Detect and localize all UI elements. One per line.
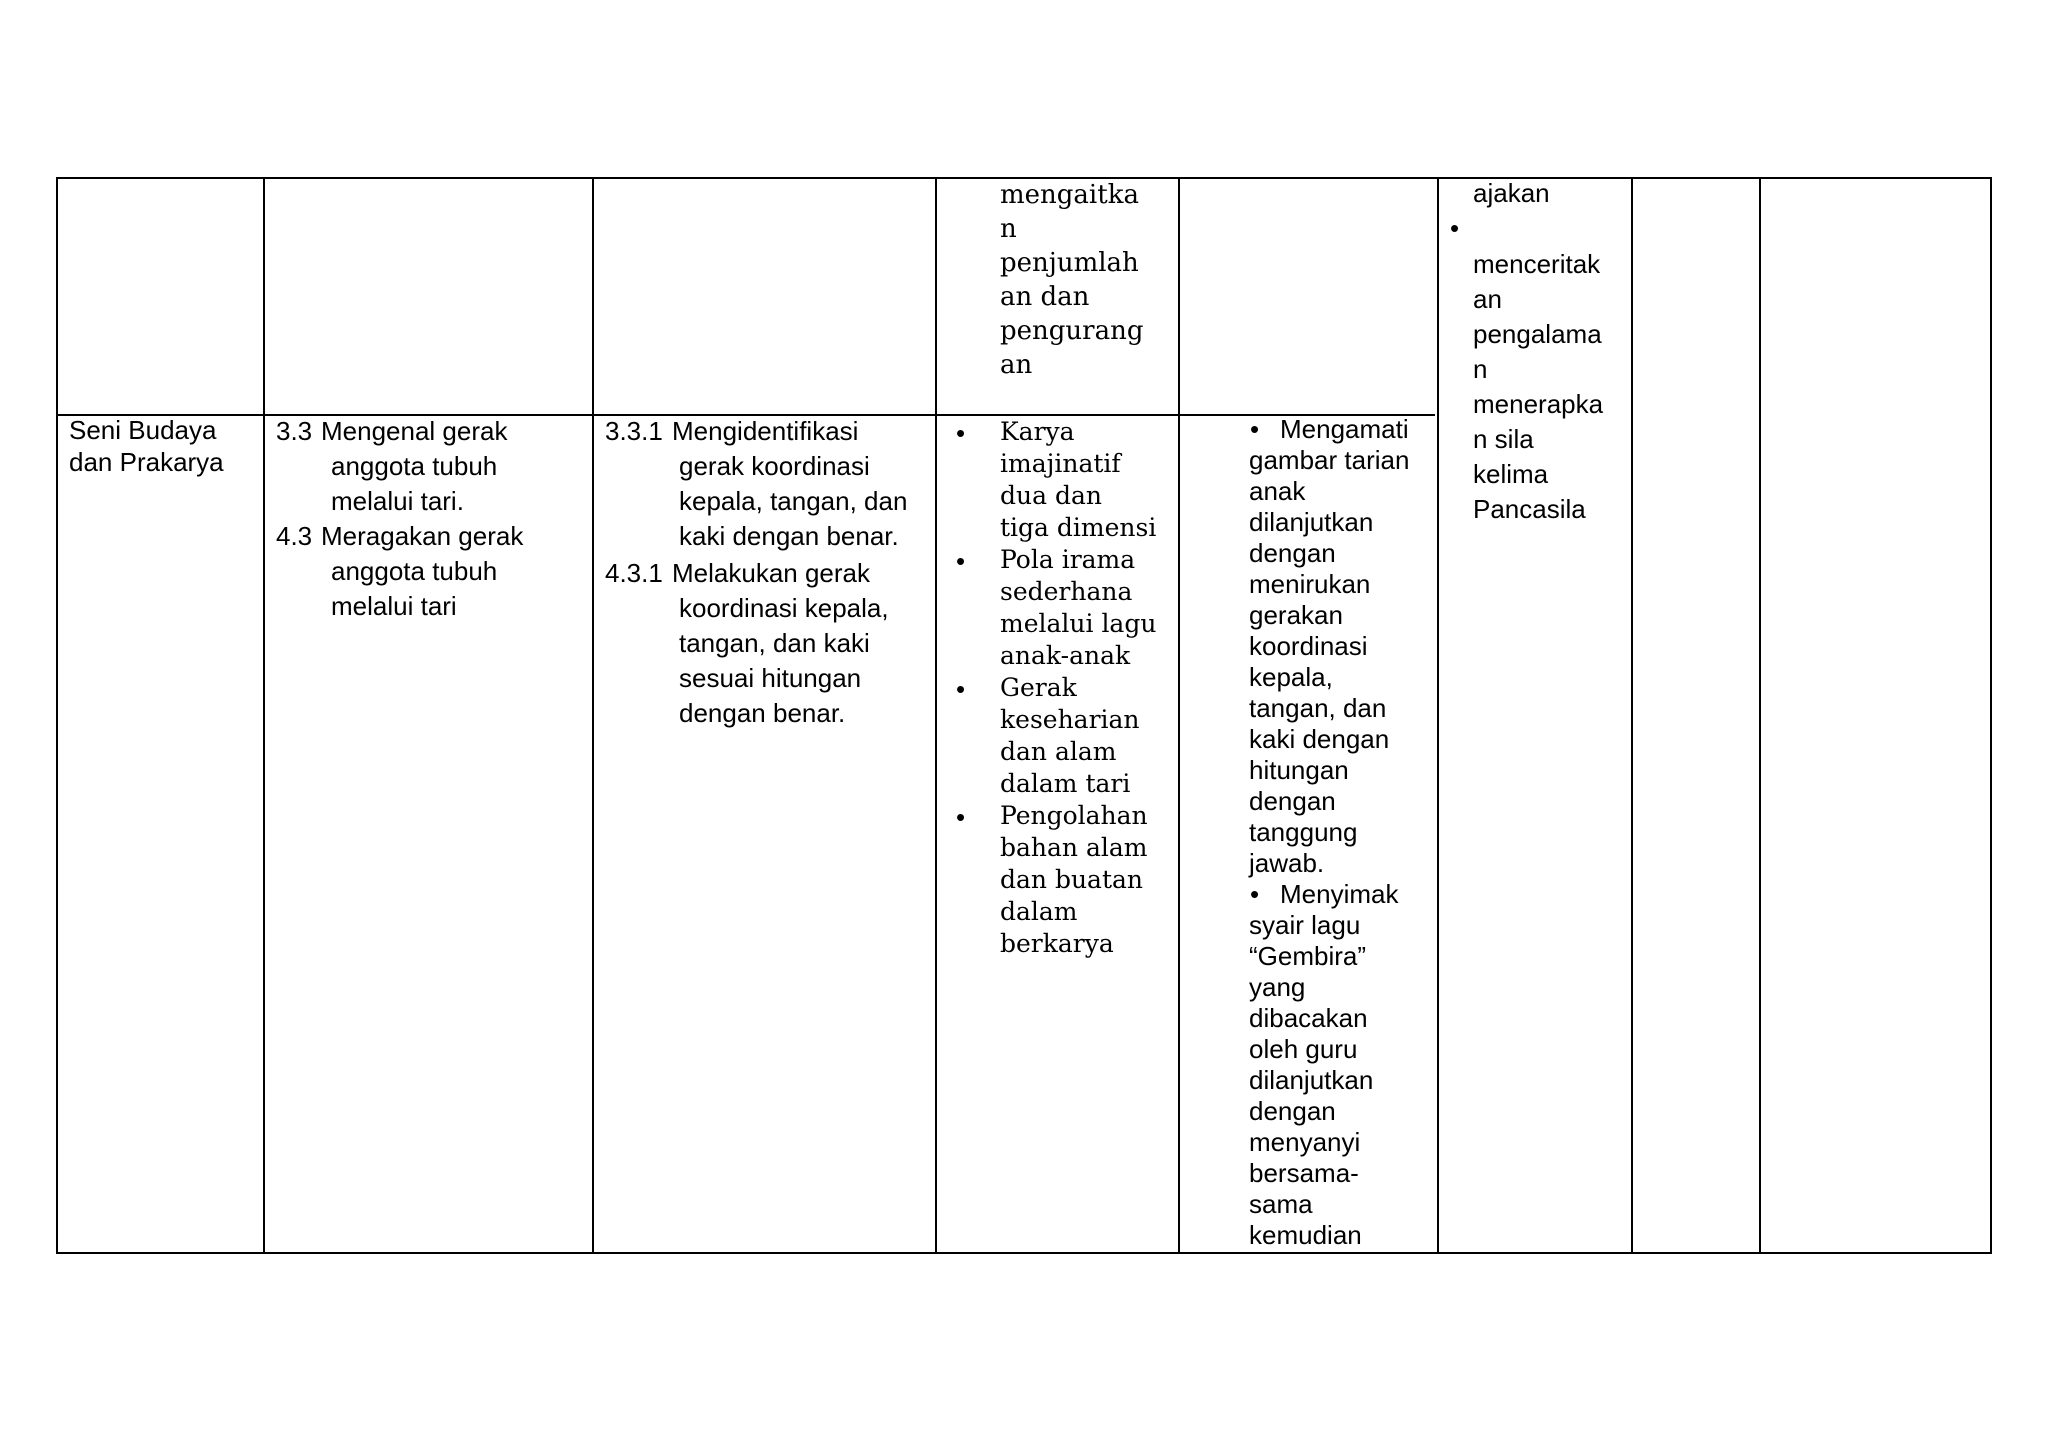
activity-heading: Menyimak bbox=[1280, 879, 1399, 909]
col6-text: menceritak an pengalama n menerapka n sila kelima Pancasila bbox=[1473, 249, 1604, 524]
activity-bullet: • bbox=[1250, 414, 1260, 444]
kd-text-cont: anggota tubuh melalui tari. bbox=[331, 451, 498, 516]
indicator-text: Mengidentifikasi bbox=[672, 416, 859, 446]
activity-bullet: • bbox=[1250, 879, 1260, 909]
col-border bbox=[1759, 177, 1761, 1254]
col-border bbox=[1178, 177, 1180, 1254]
kd-text: Mengenal gerak bbox=[321, 416, 508, 446]
activity-heading: Mengamati bbox=[1280, 414, 1409, 444]
material-item: Pola irama sederhana melalui lagu anak-anak bbox=[1000, 545, 1157, 670]
col-border bbox=[1631, 177, 1633, 1254]
indicator-number: 3.3.1 bbox=[605, 416, 663, 446]
col6-bullet: • bbox=[1450, 213, 1460, 243]
col-border bbox=[1990, 177, 1992, 1254]
material-item: Karya imajinatif dua dan tiga dimensi bbox=[1000, 417, 1157, 542]
indicator-text: Melakukan gerak bbox=[672, 558, 870, 588]
col-border bbox=[1437, 177, 1439, 1254]
top-row-ajakan: ajakan bbox=[1473, 178, 1550, 208]
subject-cell: Seni Budaya dan Prakarya bbox=[69, 415, 224, 477]
table-bottom-border bbox=[56, 1252, 1990, 1254]
kd-number: 3.3 bbox=[276, 416, 313, 446]
material-bullet: • bbox=[956, 674, 966, 704]
kd-text: Meragakan gerak bbox=[321, 521, 524, 551]
material-item: Gerak keseharian dan alam dalam tari bbox=[1000, 673, 1140, 798]
material-bullet: • bbox=[956, 418, 966, 448]
activity-text: gambar tarian anak dilanjutkan dengan menirukan gerakan koordinasi kepala, tangan, dan kaki dengan hitungan dengan tanggung jawab. bbox=[1249, 445, 1410, 878]
material-item: Pengolahan bahan alam dan buatan dalam berkarya bbox=[1000, 801, 1148, 958]
kd-text-cont: anggota tubuh melalui tari bbox=[331, 556, 498, 621]
top-row-material-text: mengaitka n penjumlah an dan pengurang an bbox=[1000, 180, 1144, 380]
indicator-text-cont: koordinasi kepala, tangan, dan kaki sesuai hitungan dengan benar. bbox=[679, 593, 889, 728]
col-border bbox=[935, 177, 937, 1254]
indicator-text-cont: gerak koordinasi kepala, tangan, dan kaki dengan benar. bbox=[679, 451, 908, 551]
activity-text: syair lagu “Gembira” yang dibacakan oleh guru dilanjutkan dengan menyanyi bersama- sama kemudian bbox=[1249, 910, 1374, 1250]
indicator-number: 4.3.1 bbox=[605, 558, 663, 588]
col-border bbox=[592, 177, 594, 1254]
col-border bbox=[263, 177, 265, 1254]
kd-number: 4.3 bbox=[276, 521, 313, 551]
material-bullet: • bbox=[956, 546, 966, 576]
col-border bbox=[56, 177, 58, 1254]
material-bullet: • bbox=[956, 802, 966, 832]
